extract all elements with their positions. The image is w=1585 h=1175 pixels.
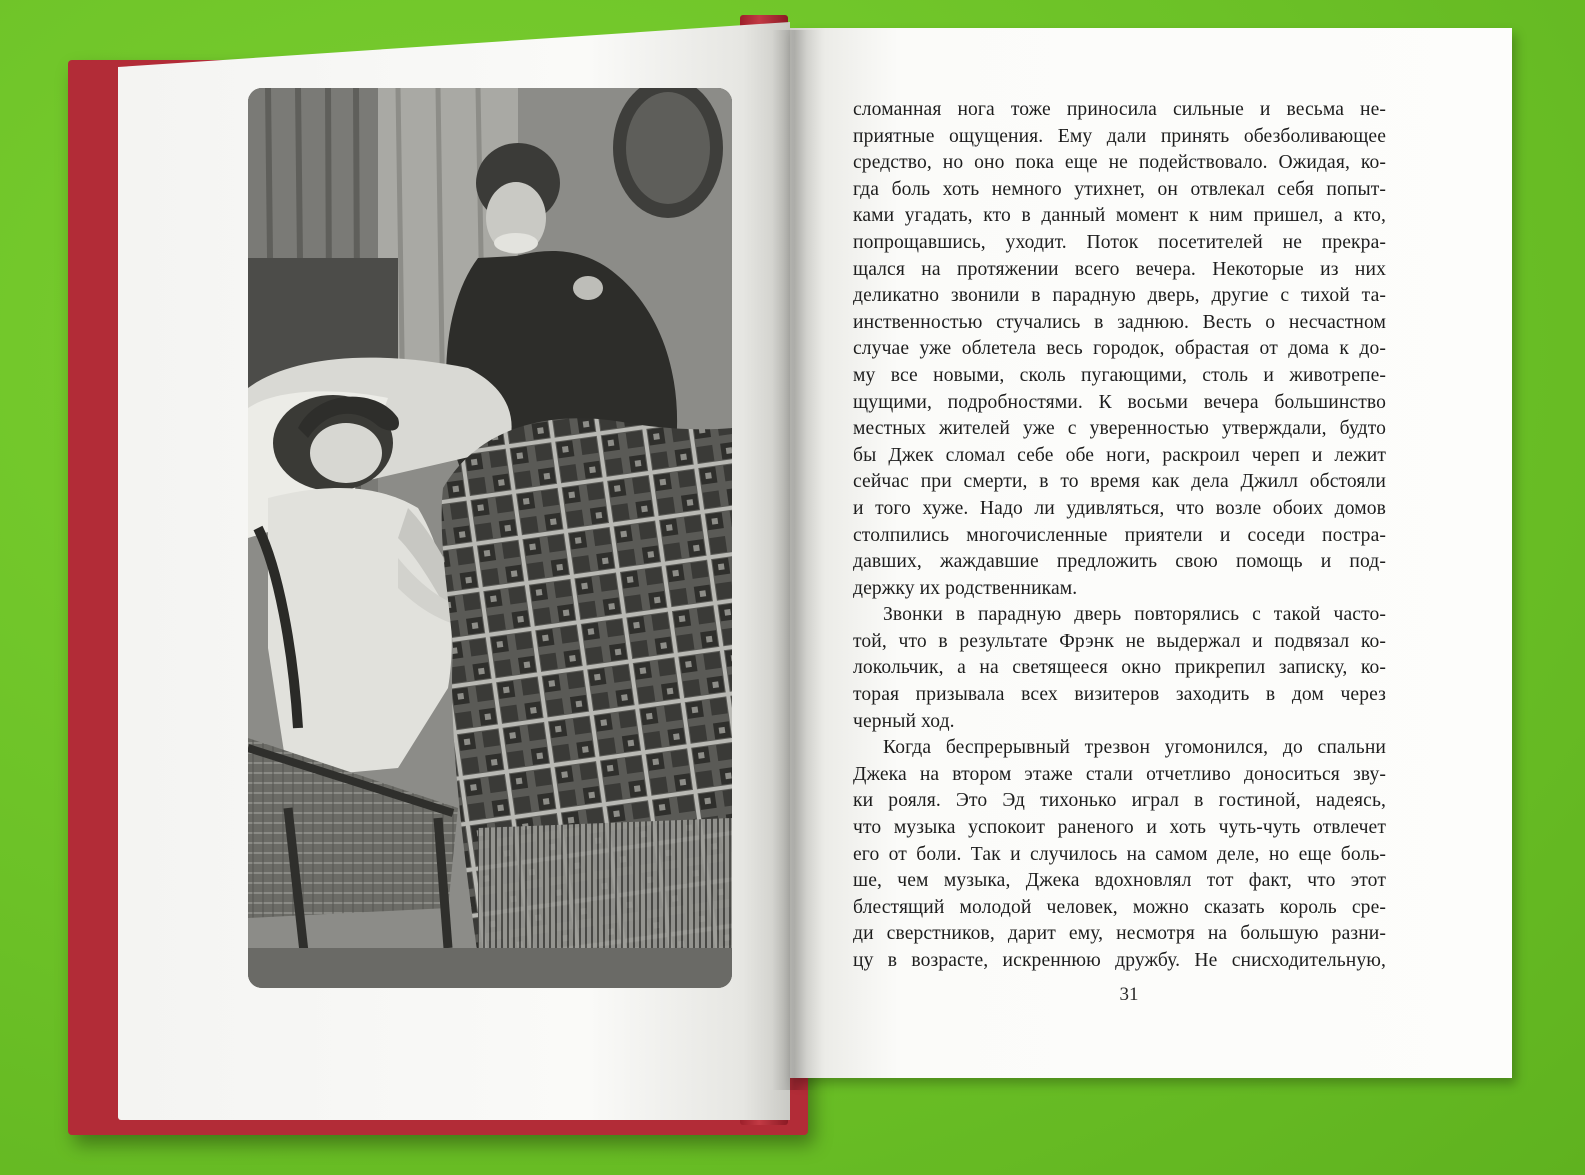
text-line: и того хуже. Надо ли удивляться, что возле обоих домов bbox=[853, 497, 1386, 519]
text-line: щался на протяжении всего вечера. Некоторые из них bbox=[853, 258, 1386, 280]
body-text bbox=[853, 97, 1386, 975]
text-line: случае уже облетела весь городок, обрастая от дома к до- bbox=[853, 338, 1386, 360]
text-line: черный ход. bbox=[853, 710, 955, 732]
text-line: бы Джек сломал себе обе ноги, раскроил череп и лежит bbox=[853, 444, 1386, 466]
gutter-shadow bbox=[772, 30, 822, 1090]
text-line: щущими, подробностями. К восьми вечера большинство bbox=[853, 391, 1386, 413]
text-line: блестящий молодой человек, можно сказать король сре- bbox=[853, 896, 1386, 918]
text-line: ше, чем музыка, Джека вдохновлял тот факт, что этот bbox=[853, 870, 1386, 892]
text-line: что музыка успокоит раненого и хоть чуть-чуть отвлечет bbox=[853, 817, 1386, 839]
text-line: той, что в результате Фрэнк не выдержал и подвязал ко- bbox=[853, 630, 1386, 652]
text-line: му все новыми, сколь пугающими, столь и животрепе- bbox=[853, 364, 1386, 386]
text-line: сейчас при смерти, в то время как дела Джилл обстояли bbox=[853, 471, 1386, 493]
text-line: держку их родственникам. bbox=[853, 577, 1078, 599]
page-number: 31 bbox=[1119, 984, 1139, 1005]
text-line: местных жителей уже с уверенностью утверждали, будто bbox=[853, 418, 1386, 440]
text-line: деликатно звонили в парадную дверь, другие с тихой та- bbox=[853, 285, 1386, 307]
text-line: Звонки в парадную дверь повторялись с такой часто- bbox=[883, 604, 1386, 626]
text-line: столпились многочисленные приятели и соседи постра- bbox=[853, 524, 1386, 546]
text-line: его от боли. Так и случилось на самом деле, но еще боль- bbox=[853, 843, 1386, 865]
text-line: давших, жаждавшие предложить свою помощь и под- bbox=[853, 551, 1386, 573]
text-line: гда боль хоть немного утихнет, он отвлекал себя попыт- bbox=[853, 178, 1386, 200]
text-line: локольчик, а на светящееся окно прикрепил записку, ко- bbox=[853, 657, 1386, 679]
text-line: торая призывала всех визитеров заходить в дом через bbox=[853, 684, 1386, 706]
text-line: попрощавшись, уходит. Поток посетителей не прекра- bbox=[853, 231, 1386, 253]
text-line: инственностью стучались в заднюю. Весть о несчастном bbox=[853, 311, 1386, 333]
text-line: Когда беспрерывный трезвон угомонился, до спальни bbox=[883, 737, 1386, 759]
text-line: ки рояля. Это Эд тихонько играл в гостиной, надеясь, bbox=[853, 790, 1386, 812]
text-line: цу в возрасте, искреннюю дружбу. Не снисходительную, bbox=[853, 950, 1386, 971]
illustration-sick-girl bbox=[248, 88, 732, 988]
text-line: ди сверстников, дарит ему, несмотря на большую разни- bbox=[853, 923, 1386, 945]
illustration-image bbox=[248, 88, 732, 988]
text-line: Джека на втором этаже стали отчетливо доноситься зву- bbox=[853, 763, 1386, 785]
text-line: приятные ощущения. Ему дали принять обезболивающее bbox=[853, 125, 1386, 147]
text-line: сломанная нога тоже приносила сильные и весьма не- bbox=[853, 99, 1386, 120]
text-line: ками угадать, кто в данный момент к ним пришел, а кто, bbox=[853, 205, 1386, 227]
text-line: средство, но оно пока еще не подействовало. Ожидая, ко- bbox=[853, 152, 1386, 174]
